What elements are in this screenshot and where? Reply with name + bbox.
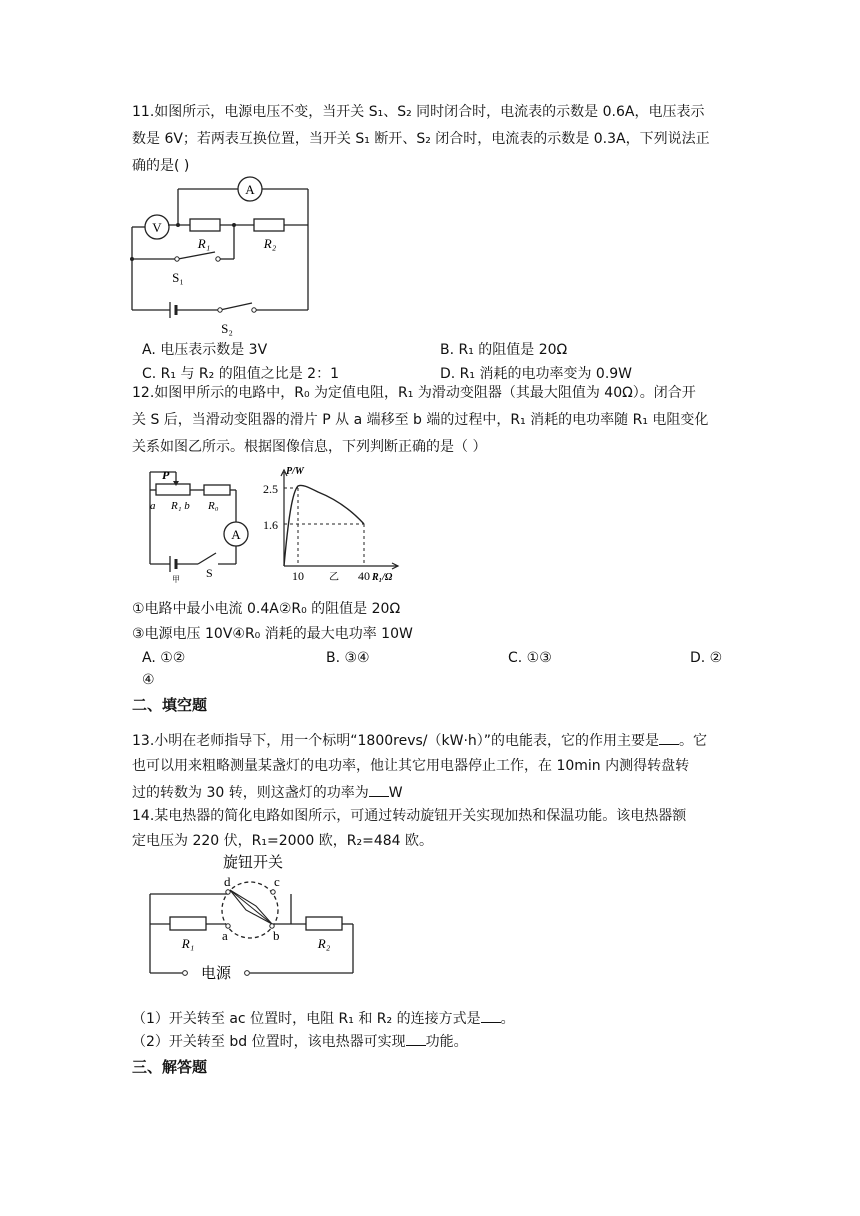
ammeter-label: A xyxy=(245,182,255,197)
q12-option-c: C. ①③ xyxy=(508,650,552,666)
q12-line-3: 关系如图乙所示。根据图像信息，下列判断正确的是（ ） xyxy=(132,439,487,455)
q14-sub-2 xyxy=(132,1031,468,1052)
q14-circuit-figure xyxy=(140,848,365,983)
q11-line-2: 数是 6V；若两表互换位置，当开关 S₁ 断开、S₂ 闭合时，电流表的示数是 0.3A，下列说法正 xyxy=(132,131,710,147)
q11-option-a: A. 电压表示数是 3V xyxy=(142,342,268,358)
q11-circuit-figure xyxy=(120,172,320,337)
q14-sub-2-end: 功能。 xyxy=(425,1034,468,1050)
knob-switch-title: 旋钮开关 xyxy=(222,855,284,871)
q12-statement-1: ①电路中最小电流 0.4A②R₀ 的阻值是 20Ω xyxy=(132,601,401,617)
q14-sub-1 xyxy=(132,1008,515,1029)
q12-option-a: A. ①② xyxy=(142,650,186,666)
r2-label-14: R₂ xyxy=(317,936,331,951)
graph-ytick-2: 1.6 xyxy=(263,518,278,532)
q12-option-b: B. ③④ xyxy=(326,650,370,666)
s2-label: S₂ xyxy=(221,321,233,336)
q12-option-d: D. ② xyxy=(690,650,723,666)
end-a-label: a xyxy=(150,500,156,512)
terminal-a-label: a xyxy=(222,928,228,943)
terminal-b-label: b xyxy=(273,928,280,943)
q14-line-2: 定电压为 220 伏，R₁=2000 欧，R₂=484 欧。 xyxy=(132,833,434,849)
answer-blank[interactable] xyxy=(659,730,679,745)
q13-line-2: 也可以用来粗略测量某盏灯的电功率，他让其它用电器停止工作，在 10min 内测得转盘转 xyxy=(132,758,690,774)
q13-line-3 xyxy=(132,782,403,803)
terminal-d-label: d xyxy=(224,874,231,889)
q13-line-1-text: 13.小明在老师指导下，用一个标明“1800revs/（kW·h）”的电能表，它的作用主要是 xyxy=(132,733,660,749)
r1-label: R₁ xyxy=(197,236,211,251)
q12-line-2: 关 S 后，当滑动变阻器的滑片 P 从 a 端移至 b 端的过程中，R₁ 消耗的电功率随 R₁ 电阻变化 xyxy=(132,412,709,428)
answer-blank[interactable] xyxy=(481,1008,501,1023)
r1-label-14: R₁ xyxy=(181,936,195,951)
q14-sub-1-end: 。 xyxy=(500,1011,515,1027)
ammeter-label-12: A xyxy=(231,527,241,542)
s1-label: S₁ xyxy=(172,270,184,285)
q14-sub-1-text: （1）开关转至 ac 位置时，电阻 R₁ 和 R₂ 的连接方式是 xyxy=(132,1011,481,1027)
q13-line-3-end: W xyxy=(388,785,403,801)
graph-xtick-1: 10 xyxy=(292,569,304,583)
voltmeter-label: V xyxy=(152,220,162,235)
graph-xlabel: R₁/Ω xyxy=(372,572,393,583)
q12-line-1: 12.如图甲所示的电路中，R₀ 为定值电阻，R₁ 为滑动变阻器（其最大阻值为 40Ω）。闭合开 xyxy=(132,385,696,401)
q11-line-3: 确的是( ) xyxy=(132,158,190,174)
q13-line-3-text: 过的转数为 30 转，则这盏灯的功率为 xyxy=(132,785,369,801)
q11-option-c: C. R₁ 与 R₂ 的阻值之比是 2：1 xyxy=(142,366,339,382)
terminal-c-label: c xyxy=(274,874,280,889)
section-2-heading: 二、填空题 xyxy=(132,696,208,714)
answer-blank[interactable] xyxy=(406,1031,426,1046)
power-source-label: 电源 xyxy=(200,966,232,982)
section-3-heading: 三、解答题 xyxy=(132,1058,208,1076)
q12-power-graph xyxy=(248,462,408,586)
q12-circuit-figure xyxy=(140,462,260,586)
switch-s-label: S xyxy=(206,566,213,580)
q14-sub-2-text: （2）开关转至 bd 位置时，该电热器可实现 xyxy=(132,1034,406,1050)
r0-label: R₀ xyxy=(208,500,219,512)
q11-option-d: D. R₁ 消耗的电功率变为 0.9W xyxy=(440,366,633,382)
r1b-label: R₁ b xyxy=(171,500,190,512)
graph-ytick-1: 2.5 xyxy=(263,482,278,496)
q11-option-b: B. R₁ 的阻值是 20Ω xyxy=(440,342,568,358)
answer-blank[interactable] xyxy=(369,782,389,797)
r2-label: R₂ xyxy=(263,236,277,251)
q13-line-1 xyxy=(132,730,707,751)
q13-line-1-end: 。它 xyxy=(679,733,708,749)
q12-option-d-wrap: ④ xyxy=(142,672,155,688)
q11-line-1: 11.如图所示，电源电压不变，当开关 S₁、S₂ 同时闭合时，电流表的示数是 0.6A，电压表示 xyxy=(132,104,705,120)
graph-ylabel: P/W xyxy=(286,466,304,477)
yi-label: 乙 xyxy=(329,572,339,583)
graph-xtick-2: 40 xyxy=(358,569,370,583)
slider-p-label: P xyxy=(162,468,170,482)
q12-statement-2: ③电源电压 10V④R₀ 消耗的最大电功率 10W xyxy=(132,626,413,642)
jia-label: 甲 xyxy=(172,575,180,584)
q14-line-1: 14.某电热器的简化电路如图所示，可通过转动旋钮开关实现加热和保温功能。该电热器额 xyxy=(132,808,687,824)
